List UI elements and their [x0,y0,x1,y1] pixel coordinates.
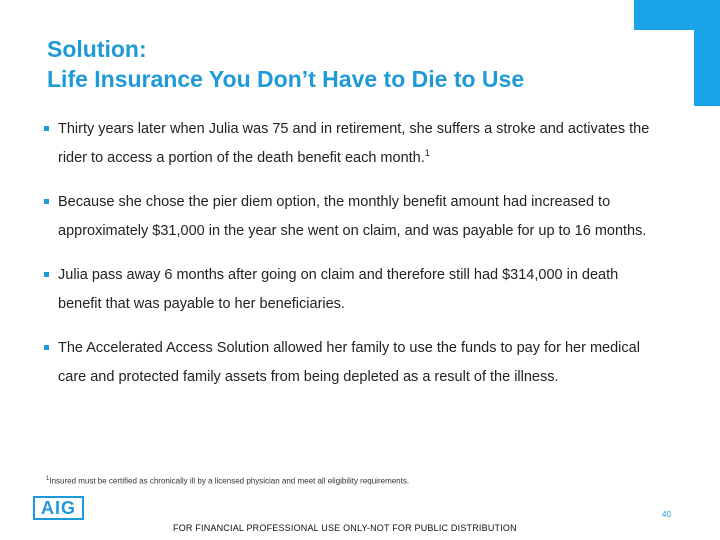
decorative-square-top [634,0,720,30]
title-line-2: Life Insurance You Don’t Have to Die to Use [47,66,525,92]
distribution-notice: FOR FINANCIAL PROFESSIONAL USE ONLY-NOT FOR PUBLIC DISTRIBUTION [173,523,517,533]
footnote-ref: 1 [424,147,430,158]
bullet-text: The Accelerated Access Solution allowed her family to use the funds to pay for her medical care and protected family assets from being depleted as a result of the illness. [58,340,640,385]
footnote-marker: 1 [46,476,50,482]
bullet-square-icon [44,345,49,350]
bullet-item [44,334,664,391]
footnote [46,476,409,486]
footnote-text: Insured must be certified as chronically ill by a licensed physician and meet all eligibility requirements. [49,476,410,486]
bullet-text: Thirty years later when Julia was 75 and in retirement, she suffers a stroke and activates the rider to access a portion of the death benefit each month. [58,121,650,166]
bullet-item [44,261,664,318]
bullet-item [44,188,664,245]
bullet-text: Because she chose the pier diem option, the monthly benefit amount had increased to approximately $31,000 in the year she went on claim, and was payable for up to 16 months. [58,194,647,239]
bullet-text: Julia pass away 6 months after going on claim and therefore still had $314,000 in death benefit that was payable to her beneficiaries. [58,267,619,312]
page-number: 40 [662,510,671,519]
slide-title [47,34,667,94]
bullet-square-icon [44,272,49,277]
bullet-list [44,115,664,407]
decorative-square-right [694,30,720,106]
bullet-square-icon [44,126,49,131]
aig-logo: AIG [33,496,84,520]
bullet-item [44,115,664,172]
title-line-1: Solution: [47,36,147,62]
bullet-square-icon [44,199,49,204]
